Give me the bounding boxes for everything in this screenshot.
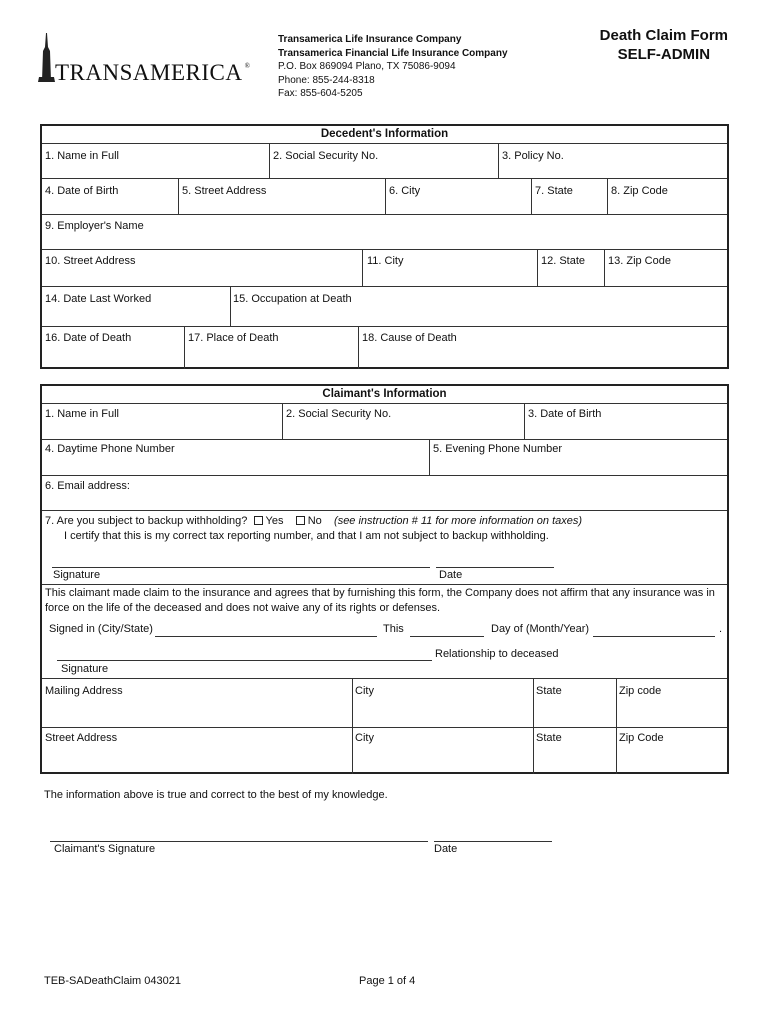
- date-label: Date: [439, 569, 463, 581]
- certify-statement: I certify that this is my correct tax reporting number, and that I am not subject to backup withholding.: [64, 530, 549, 542]
- this-day-line[interactable]: [410, 636, 484, 637]
- true-statement: The information above is true and correct to the best of my knowledge.: [44, 789, 388, 801]
- claimant-dob-field[interactable]: 3. Date of Birth: [528, 408, 602, 420]
- daytime-phone-field[interactable]: 4. Daytime Phone Number: [45, 443, 175, 455]
- form-code: TEB-SADeathClaim 043021: [44, 975, 181, 987]
- day-of-label: Day of (Month/Year): [491, 623, 590, 635]
- relationship-label: Relationship to deceased: [435, 648, 559, 660]
- company-fax: Fax: 855-604-5205: [278, 88, 363, 99]
- employer-zip-field[interactable]: 13. Zip Code: [608, 255, 671, 267]
- company-line-2: Transamerica Financial Life Insurance Company: [278, 47, 508, 59]
- employer-city-field[interactable]: 11. City: [367, 255, 404, 267]
- claimant-state-field[interactable]: State: [536, 732, 562, 744]
- mailing-state-field[interactable]: State: [536, 685, 562, 697]
- withholding-yes-checkbox[interactable]: [254, 516, 263, 525]
- claimant-ssn-field[interactable]: 2. Social Security No.: [286, 408, 392, 420]
- company-logo: TRANSAMERICA ®: [55, 60, 251, 85]
- cause-of-death-field[interactable]: 18. Cause of Death: [362, 332, 457, 344]
- signature-label: Signature: [53, 569, 101, 581]
- withholding-signature-line[interactable]: [52, 567, 430, 568]
- no-label: No: [307, 515, 322, 527]
- claimant-section-title: Claimant's Information: [322, 388, 447, 400]
- page-number: Page 1 of 4: [359, 975, 416, 987]
- signed-in-label: Signed in (City/State): [49, 623, 153, 635]
- period-mark: .: [719, 623, 723, 635]
- backup-withholding-question: 7. Are you subject to backup withholding? Yes No (see instruction # 11 for more information on taxes): [45, 515, 583, 527]
- company-address-block: [278, 33, 508, 101]
- claimant-date-line[interactable]: [434, 841, 552, 842]
- withholding-no-checkbox[interactable]: [296, 516, 305, 525]
- this-label: This: [383, 623, 404, 635]
- decedent-street-field[interactable]: 5. Street Address: [182, 185, 267, 197]
- withholding-note: (see instruction # 11 for more information on taxes): [334, 515, 583, 527]
- date-of-death-field[interactable]: 16. Date of Death: [45, 332, 132, 344]
- withholding-date-line[interactable]: [436, 567, 554, 568]
- decedent-information-section: [40, 124, 729, 369]
- occupation-field[interactable]: 15. Occupation at Death: [233, 293, 352, 305]
- claimant-signature-label: Claimant's Signature: [54, 843, 156, 855]
- company-line-1: Transamerica Life Insurance Company: [278, 34, 462, 45]
- claimant-zip-field[interactable]: Zip Code: [619, 732, 664, 744]
- employer-street-field[interactable]: 10. Street Address: [45, 255, 136, 267]
- decedent-zip-field[interactable]: 8. Zip Code: [611, 185, 668, 197]
- place-of-death-field[interactable]: 17. Place of Death: [188, 332, 279, 344]
- claimant-name-field[interactable]: 1. Name in Full: [45, 408, 119, 420]
- claim-signature-line[interactable]: [57, 660, 432, 661]
- decedent-ssn-field[interactable]: 2. Social Security No.: [273, 150, 379, 162]
- company-address: P.O. Box 869094 Plano, TX 75086-9094: [278, 61, 456, 72]
- decedent-city-field[interactable]: 6. City: [389, 185, 421, 197]
- form-title: Death Claim Form SELF-ADMIN: [599, 27, 728, 63]
- decedent-state-field[interactable]: 7. State: [535, 185, 573, 197]
- decedent-employer-field[interactable]: 9. Employer's Name: [45, 220, 144, 232]
- company-phone: Phone: 855-244-8318: [278, 74, 375, 86]
- claimant-information-section: [40, 384, 729, 774]
- claimant-signature-line[interactable]: [50, 841, 428, 842]
- email-field[interactable]: 6. Email address:: [45, 480, 130, 492]
- employer-state-field[interactable]: 12. State: [541, 255, 586, 267]
- signed-in-line[interactable]: [155, 636, 377, 637]
- decedent-name-field[interactable]: 1. Name in Full: [45, 150, 119, 162]
- form-subtitle: SELF-ADMIN: [617, 46, 711, 63]
- mailing-address-field[interactable]: Mailing Address: [45, 685, 123, 697]
- mailing-zip-field[interactable]: Zip code: [619, 685, 662, 697]
- decedent-section-title: Decedent's Information: [320, 128, 449, 140]
- signature-label-2: Signature: [61, 663, 109, 675]
- mailing-city-field[interactable]: City: [355, 685, 374, 697]
- claim-statement: This claimant made claim to the insurance and agrees that by furnishing this form, the Company does not affirm that any insurance was in force on the life of the deceased and does not waive any of its rights or defenses.: [45, 587, 715, 614]
- decedent-dob-field[interactable]: 4. Date of Birth: [45, 185, 119, 197]
- transamerica-pyramid-logo-icon: [38, 33, 56, 83]
- month-year-line[interactable]: [593, 636, 715, 637]
- claimant-street-field[interactable]: Street Address: [45, 732, 118, 744]
- claimant-date-label: Date: [434, 843, 458, 855]
- decedent-policy-field[interactable]: 3. Policy No.: [502, 150, 564, 162]
- date-last-worked-field[interactable]: 14. Date Last Worked: [45, 293, 152, 305]
- yes-label: Yes: [265, 515, 284, 527]
- claimant-city-field[interactable]: City: [355, 732, 374, 744]
- evening-phone-field[interactable]: 5. Evening Phone Number: [433, 443, 563, 455]
